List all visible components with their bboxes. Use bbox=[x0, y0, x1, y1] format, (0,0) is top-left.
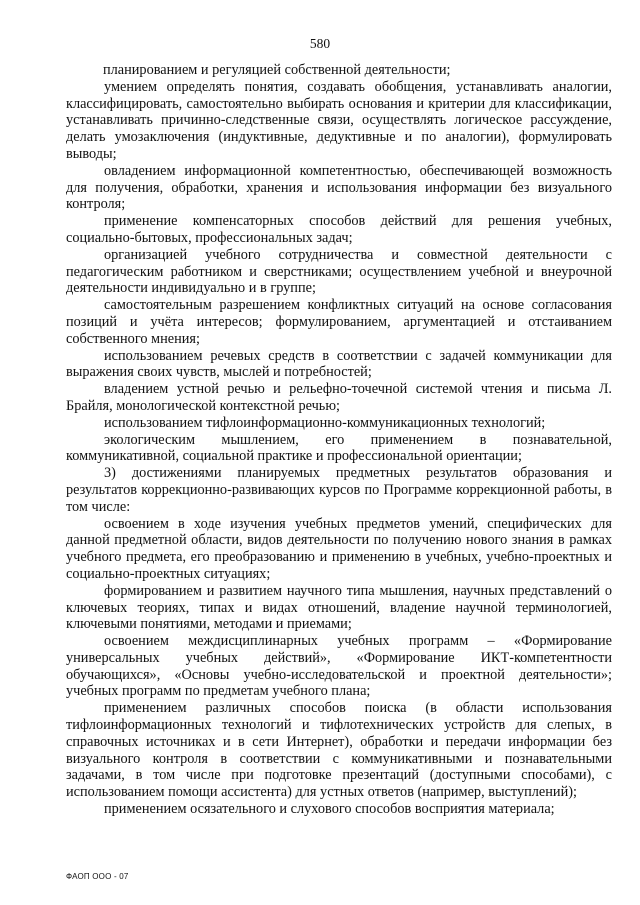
footer-code: ФАОП ООО - 07 bbox=[66, 872, 129, 881]
paragraph: 3) достижениями планируемых предметных результатов образования и результатов коррекционно-развивающих курсов по Программе коррекционной работы, в том числе: bbox=[66, 465, 612, 515]
paragraph: умением определять понятия, создавать обобщения, устанавливать аналогии, классифицировать, самостоятельно выбирать основания и критерии для классификации, устанавливать причинно-следственные связи, осуществлять логическое рассуждение, делать умозаключения (индуктивные, дедуктивные и по аналогии), формулировать выводы; bbox=[66, 78, 612, 162]
paragraph: владением устной речью и рельефно-точечной системой чтения и письма Л. Брайля, монологической контекстной речью; bbox=[66, 381, 612, 414]
body-text bbox=[66, 62, 612, 818]
paragraph: применением различных способов поиска (в области использования тифлоинформационных технологий и тифлотехнических устройств для слепых, в справочных источниках и в сети Интернет), обработки и передачи информации без визуального контроля в соответствии с коммуникативными и познавательными задачами, в том числе при подготовке презентаций (доступными способами), с использованием помощи ассистента) для устных ответов (например, выступлений); bbox=[66, 700, 612, 801]
paragraph: использованием речевых средств в соответствии с задачей коммуникации для выражения своих чувств, мыслей и потребностей; bbox=[66, 347, 612, 381]
paragraph: самостоятельным разрешением конфликтных ситуаций на основе согласования позиций и учёта интересов; формулированием, аргументацией и отстаиванием собственного мнения; bbox=[66, 297, 612, 347]
paragraph: овладением информационной компетентностью, обеспечивающей возможность для получения, обработки, хранения и использования информации без визуального контроля; bbox=[66, 162, 612, 213]
paragraph: применение компенсаторных способов действий для решения учебных, социально-бытовых, профессиональных задач; bbox=[66, 213, 612, 246]
paragraph: применением осязательного и слухового способов восприятия материала; bbox=[104, 801, 555, 818]
paragraph: использованием тифлоинформационно-коммуникационных технологий; bbox=[104, 414, 546, 431]
paragraph: формированием и развитием научного типа мышления, научных представлений о ключевых теориях, типах и видах отношений, владение научной терминологией, ключевыми понятиями, методами и приемами; bbox=[66, 582, 612, 633]
page-number: 580 bbox=[309, 36, 331, 51]
paragraph: освоением в ходе изучения учебных предметов умений, специфических для данной предметной области, видов деятельности по получению нового знания в рамках учебного предмета, его преобразованию и применению в учебных, учебно-проектных и социально-проектных ситуациях; bbox=[66, 515, 612, 582]
paragraph: планированием и регуляцией собственной деятельности; bbox=[103, 62, 451, 78]
paragraph: экологическим мышлением, его применением в познавательной, коммуникативной, социальной практике и профессиональной ориентации; bbox=[66, 431, 612, 465]
paragraph: организацией учебного сотрудничества и совместной деятельности с педагогическим работником и сверстниками; осуществлением учебной и внеурочной деятельности индивидуально и в группе; bbox=[66, 246, 612, 297]
paragraph: освоением междисциплинарных учебных программ – «Формирование универсальных учебных действий», «Формирование ИКТ-компетентности обучающихся», «Основы учебно-исследовательской и проектной деятельности»; учебных программ по предметам учебного плана; bbox=[66, 633, 612, 700]
